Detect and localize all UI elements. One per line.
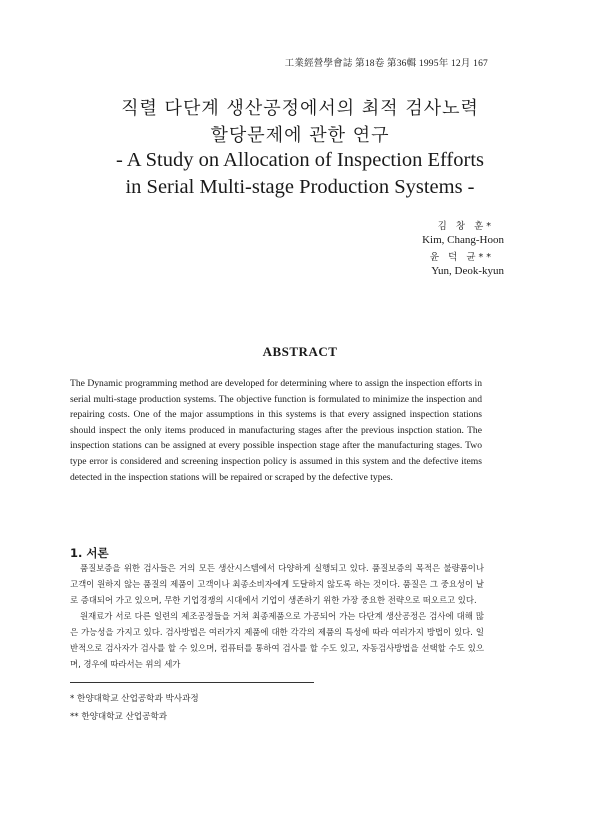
section-1-paragraph-1: 품질보증을 위한 검사들은 거의 모든 생산시스템에서 다양하게 실행되고 있다. 품질보증의 목적은 불량품이나 고객이 원하지 않는 품질의 제품이 고객이나 최종소비자에게 도달하지 않도록 하는 것이다. 품질은 그 중요성이 날로 증대되어 가고 있으며, 무한 기업경쟁의 시대에서 기업이 생존하기 위한 가장 중요한 전략으로 떠오르고 있다. <box>70 563 484 605</box>
section-1-body <box>70 560 484 672</box>
english-title-line-2: in Serial Multi-stage Production Systems - <box>125 176 475 198</box>
section-1-paragraph-2: 원재료가 서로 다른 일련의 제조공정들을 거쳐 최종제품으로 가공되어 가는 다단계 생산공정은 검사에 대해 많은 가능성을 가지고 있다. 검사방법은 여러가지 제품에 대한 각각의 제품의 특성에 따라 여러가지 방법이 있다. 일반적으로 검사자가 검사를 할 수 있으며, 컴퓨터를 통하여 검사를 할 수도 있고, 자동검사방법을 선택할 수도 있으며, 경우에 따라서는 위의 세가 <box>70 611 484 669</box>
author-block <box>354 220 504 282</box>
abstract-heading: ABSTRACT <box>262 344 338 359</box>
author-1-english-name: Kim, Chang-Hoon <box>422 234 504 246</box>
korean-title-line-1: 직렬 다단계 생산공정에서의 최적 검사노력 <box>121 98 479 119</box>
korean-title-line-2: 할당문제에 관한 연구 <box>210 125 390 146</box>
footnotes <box>70 690 330 726</box>
author-2-korean-name: 윤 덕 균** <box>429 252 494 263</box>
author-2-english-name: Yun, Deok-kyun <box>431 265 504 277</box>
abstract-text: The Dynamic programming method are developed for determining where to assign the inspection efforts in serial multi-stage production systems. The objective function is formulated to minimize the inspection and repairing costs. One of the major assumptions in this systems is that every assigned inspection stations should inspect the only items produced in manufacturing stages after the previous inspction station. The inspection stations can be assigned at every possible inspection stage after the manufacturing stages. Two type error is considered and screening inspection policy is assumed in this system and the defective items detected in the inspection stations will be repaired or scraped by the defective types. <box>70 378 482 483</box>
footnote-2: ** 한양대학교 산업공학과 <box>70 712 168 722</box>
journal-header: 工業經營學會誌 第18卷 第36輯 1995年 12月 167 <box>284 59 488 69</box>
section-1-heading: 1. 서론 <box>70 546 109 560</box>
author-1-korean-name: 김 창 훈* <box>437 221 494 232</box>
footnote-divider <box>70 682 314 683</box>
english-title-line-1: - A Study on Allocation of Inspection Efforts <box>115 149 485 171</box>
footnote-1: * 한양대학교 산업공학과 박사과정 <box>70 694 199 704</box>
